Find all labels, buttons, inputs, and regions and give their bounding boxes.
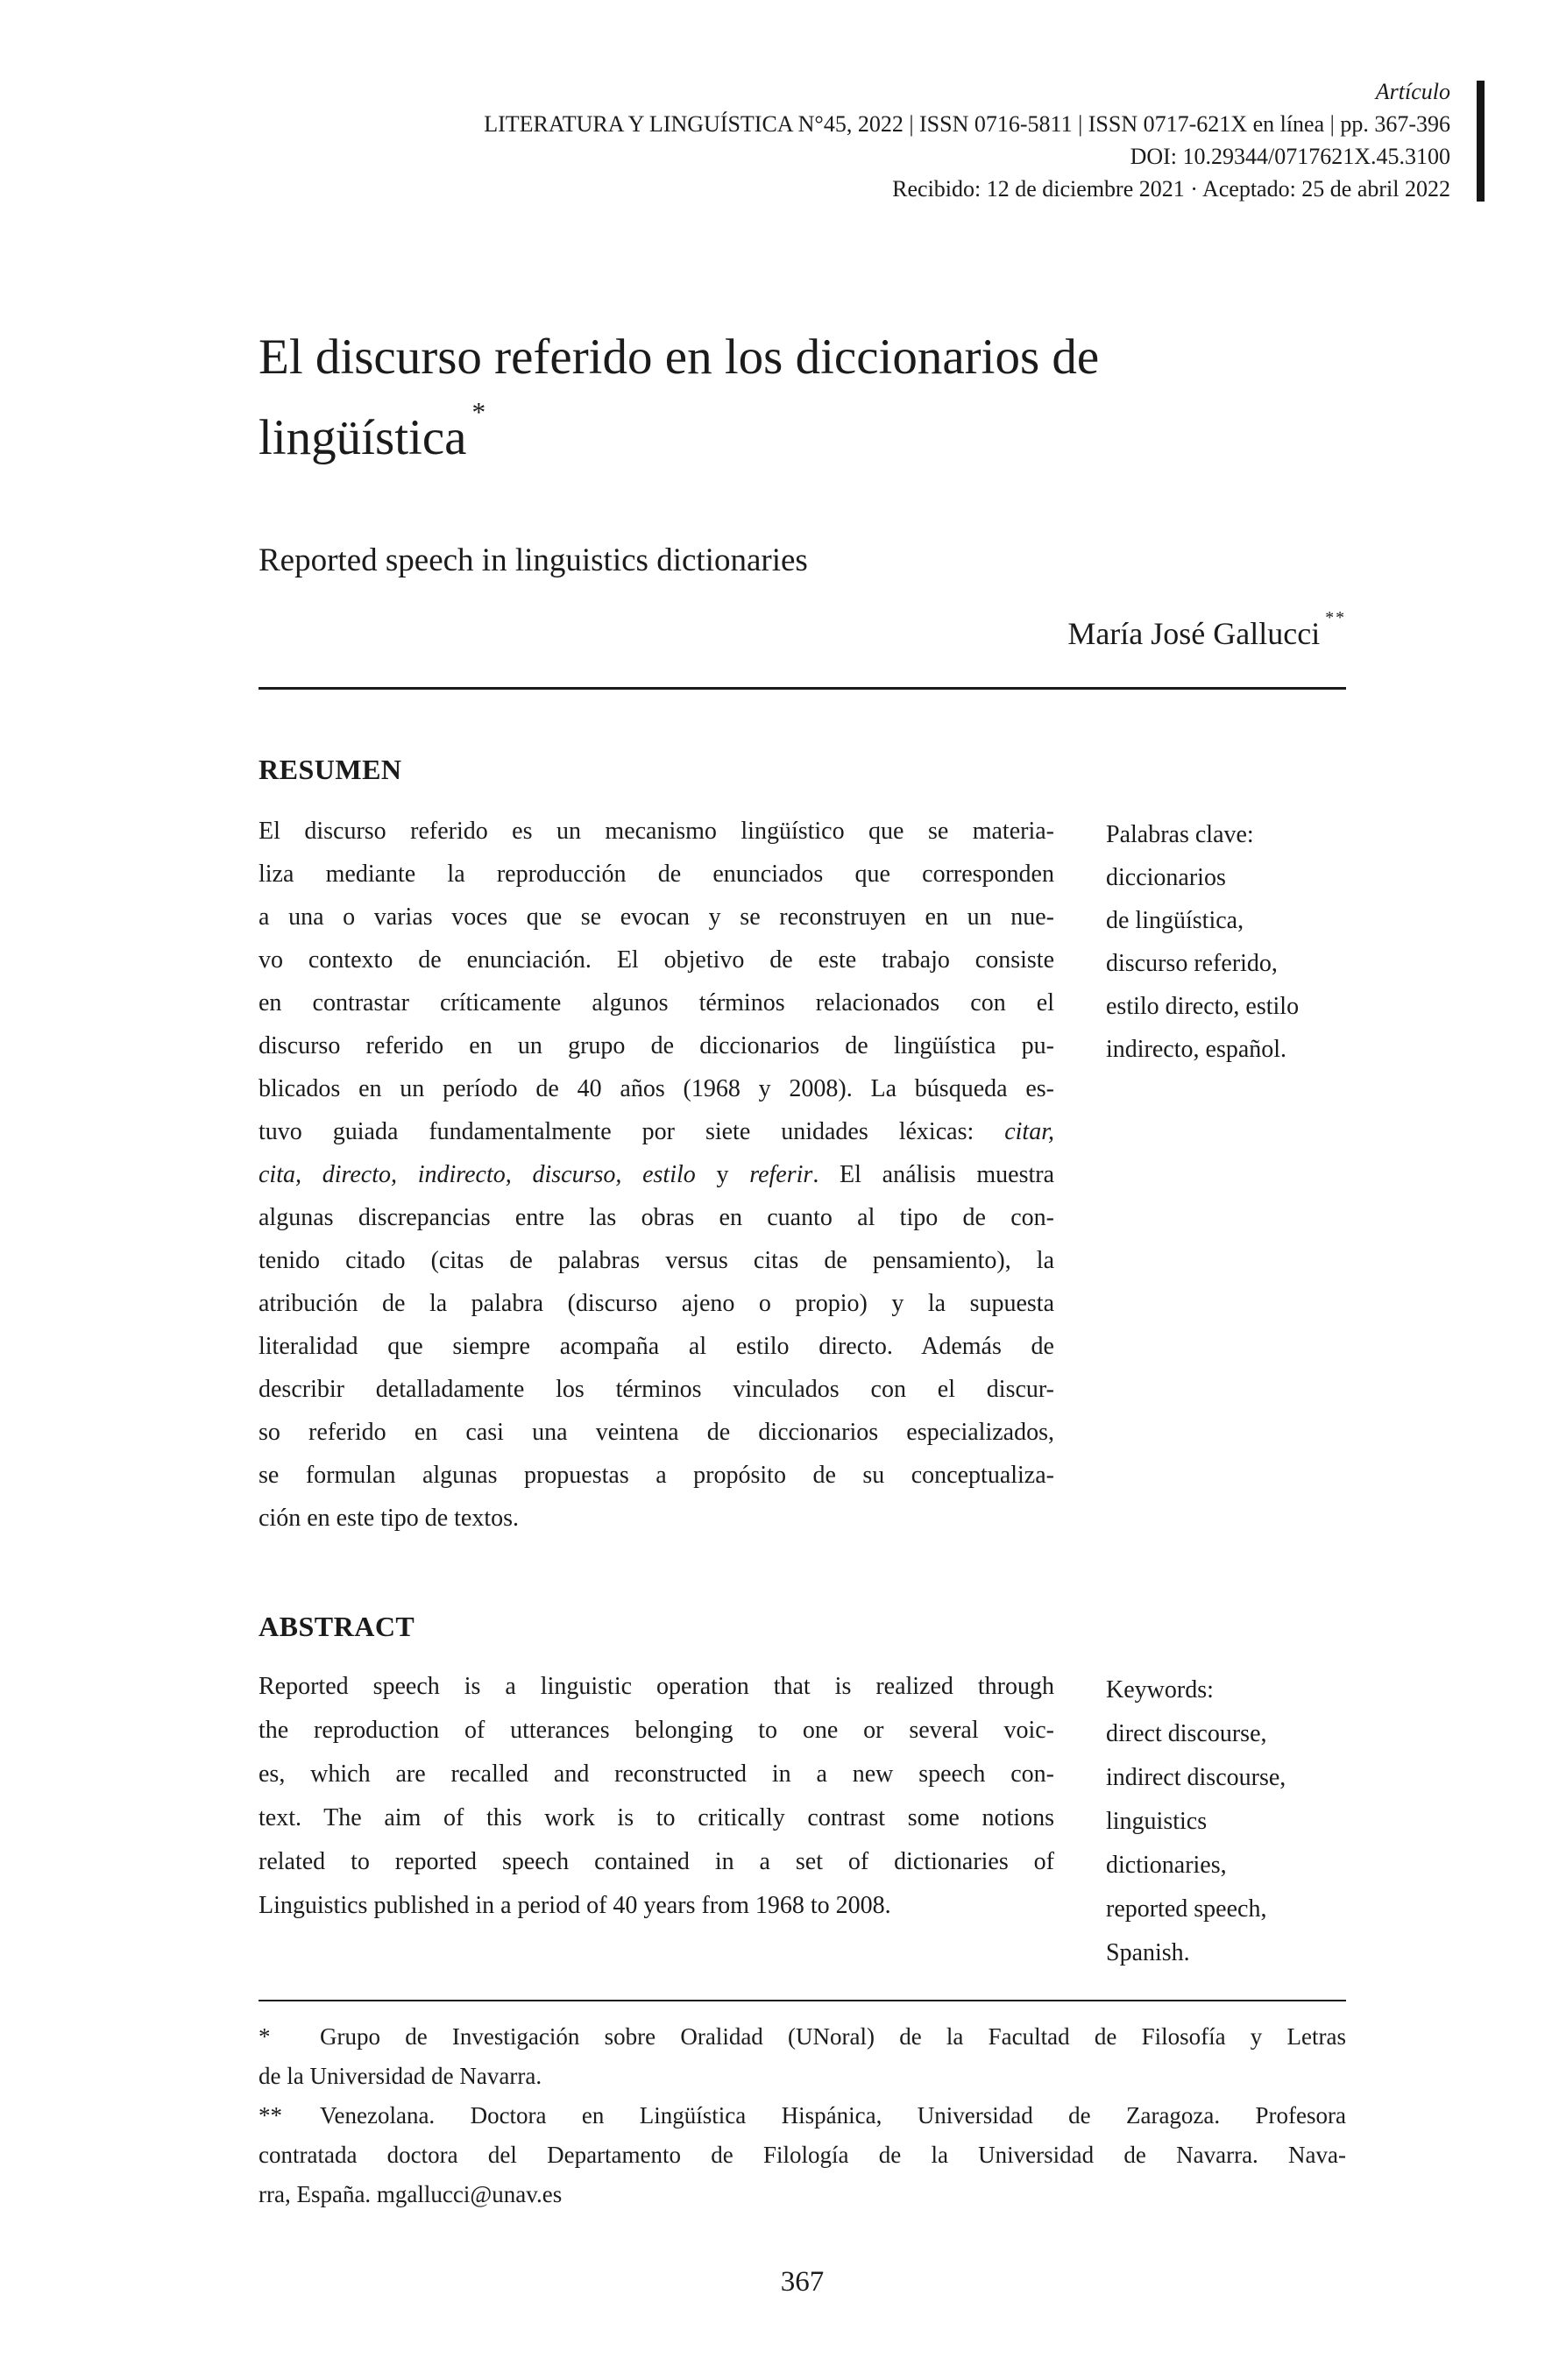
text-line	[1106, 1712, 1360, 1756]
text-segment: liza mediante la reproducción de enunciados que corresponden	[259, 861, 1054, 888]
text-segment: discurso referido,	[1106, 950, 1278, 977]
text-segment: tuvo guiada fundamentalmente por siete unidades léxicas:	[259, 1118, 1005, 1145]
text-line	[259, 896, 1054, 939]
text-segment: en contrastar críticamente algunos términos relacionados con el	[259, 989, 1054, 1016]
text-line	[1106, 1756, 1360, 1800]
text-segment: Grupo de Investigación sobre Oralidad (UNoral) de la Facultad de Filosofía y Letras	[320, 2023, 1346, 2050]
text-line	[259, 2096, 1346, 2136]
author-divider-rule	[259, 687, 1346, 690]
text-line	[259, 1753, 1054, 1796]
text-segment: contratada doctora del Departamento de Filología de la Universidad de Navarra. Nava-	[259, 2142, 1346, 2168]
text-segment: text. The aim of this work is to critically contrast some notions	[259, 1804, 1054, 1831]
text-segment: Reported speech is a linguistic operation that is realized through	[259, 1673, 1054, 1700]
text-line	[259, 1282, 1054, 1325]
text-line	[1106, 1888, 1360, 1931]
text-segment: diccionarios	[1106, 864, 1226, 891]
text-segment: indirect discourse,	[1106, 1764, 1286, 1791]
text-line	[259, 1709, 1054, 1753]
text-line	[1106, 813, 1360, 856]
text-line	[259, 810, 1054, 853]
author-footnote-marker: **	[1325, 608, 1346, 628]
footnote-item-1	[259, 2017, 1346, 2096]
text-line	[1106, 942, 1360, 985]
footnote-item-2	[259, 2096, 1346, 2214]
footnote-divider-rule	[259, 2000, 1346, 2001]
text-segment: tenido citado (citas de palabras versus citas de pensamiento), la	[259, 1247, 1054, 1274]
text-segment: Palabras clave:	[1106, 821, 1254, 848]
text-line	[259, 1840, 1054, 1884]
footnote-marker: *	[259, 2023, 271, 2050]
text-segment: reported speech,	[1106, 1895, 1267, 1923]
article-title-line1: El discurso referido en los diccionarios de	[259, 329, 1100, 385]
text-segment: the reproduction of utterances belonging to one or several voic-	[259, 1717, 1054, 1744]
text-segment: . El análisis muestra	[812, 1161, 1054, 1188]
text-line	[1106, 1668, 1360, 1712]
text-segment: citar,	[1004, 1118, 1054, 1145]
text-line	[259, 1067, 1054, 1110]
text-line	[1106, 899, 1360, 942]
text-segment: indirecto, español.	[1106, 1036, 1287, 1063]
text-segment: rra, España. mgallucci@unav.es	[259, 2181, 563, 2207]
text-line	[259, 1024, 1054, 1067]
text-segment: estilo directo, estilo	[1106, 993, 1300, 1020]
text-line	[1106, 1931, 1360, 1975]
article-subtitle: Reported speech in linguistics dictionaries	[259, 542, 808, 578]
text-segment: de la Universidad de Navarra.	[259, 2063, 542, 2089]
author-byline	[1067, 608, 1346, 652]
title-footnote-marker: *	[471, 396, 488, 428]
text-segment: discurso referido en un grupo de diccionarios de lingüística pu-	[259, 1032, 1054, 1059]
page-header	[484, 75, 1450, 205]
text-segment: Venezolana. Doctora en Lingüística Hispánica, Universidad de Zaragoza. Profesora	[320, 2102, 1346, 2129]
text-segment: literalidad que siempre acompaña al estilo directo. Además de	[259, 1333, 1054, 1360]
text-line	[1106, 1028, 1360, 1071]
abstract-heading: ABSTRACT	[259, 1611, 415, 1642]
footnotes-block	[259, 2017, 1346, 2214]
text-segment: se formulan algunas propuestas a propósito de su conceptualiza-	[259, 1462, 1054, 1489]
text-segment: so referido en casi una veintena de diccionarios especializados,	[259, 1419, 1054, 1446]
text-line	[259, 1411, 1054, 1454]
text-line	[259, 1884, 1054, 1928]
article-title-line2: lingüística	[259, 410, 467, 465]
text-segment: vo contexto de enunciación. El objetivo de este trabajo consiste	[259, 946, 1054, 974]
text-line	[259, 1368, 1054, 1411]
text-segment: algunas discrepancias entre las obras en cuanto al tipo de con-	[259, 1204, 1054, 1231]
journal-issue-line: LITERATURA Y LINGUÍSTICA N°45, 2022 | ISSN 0716-5811 | ISSN 0717-621X en línea | pp. 367-396	[484, 111, 1450, 137]
palabras-clave-block	[1106, 813, 1360, 1071]
text-segment: a una o varias voces que se evocan y se reconstruyen en un nue-	[259, 903, 1054, 931]
text-line	[1106, 1844, 1360, 1888]
text-segment: related to reported speech contained in a set of dictionaries of	[259, 1848, 1054, 1875]
text-segment: blicados en un período de 40 años (1968 y 2008). La búsqueda es-	[259, 1075, 1054, 1102]
text-segment: es, which are recalled and reconstructed in a new speech con-	[259, 1760, 1054, 1788]
text-segment: de lingüística,	[1106, 907, 1244, 934]
text-line	[259, 939, 1054, 981]
text-line	[259, 2057, 1346, 2096]
text-line	[259, 1325, 1054, 1368]
author-name: María José Gallucci	[1067, 616, 1321, 651]
text-line	[259, 1454, 1054, 1497]
page-number: 367	[780, 2266, 825, 2298]
text-segment: referir	[749, 1161, 813, 1188]
text-line	[259, 2136, 1346, 2175]
text-line	[259, 1239, 1054, 1282]
text-segment: Spanish.	[1106, 1939, 1190, 1966]
text-segment: cita, directo, indirecto, discurso, estilo	[259, 1161, 696, 1188]
text-line	[259, 1153, 1054, 1196]
text-line	[259, 853, 1054, 896]
text-segment: El discurso referido es un mecanismo lingüístico que se materia-	[259, 818, 1054, 845]
text-line	[259, 1497, 1054, 1540]
text-segment: linguistics	[1106, 1808, 1208, 1835]
resumen-heading: RESUMEN	[259, 754, 402, 785]
text-line	[259, 981, 1054, 1024]
text-line	[1106, 856, 1360, 899]
text-segment: Linguistics published in a period of 40 years from 1968 to 2008.	[259, 1892, 891, 1919]
text-segment: describir detalladamente los términos vinculados con el discur-	[259, 1376, 1054, 1403]
text-line	[259, 2175, 1346, 2214]
text-line	[259, 1796, 1054, 1840]
text-line	[259, 1110, 1054, 1153]
article-type-label: Artículo	[1375, 79, 1450, 104]
text-line	[259, 1665, 1054, 1709]
received-accepted-line: Recibido: 12 de diciembre 2021 · Aceptado: 25 de abril 2022	[892, 176, 1450, 202]
resumen-paragraph	[259, 810, 1054, 1540]
abstract-paragraph	[259, 1665, 1054, 1928]
text-line	[259, 2017, 1346, 2057]
text-line	[259, 1196, 1054, 1239]
text-segment: Keywords:	[1106, 1676, 1214, 1704]
text-segment: dictionaries,	[1106, 1852, 1227, 1879]
doi-line: DOI: 10.29344/0717621X.45.3100	[1130, 144, 1450, 169]
keywords-block	[1106, 1668, 1360, 1975]
article-title	[259, 322, 1371, 473]
text-line	[1106, 985, 1360, 1028]
text-line	[1106, 1800, 1360, 1844]
footnote-marker: **	[259, 2102, 282, 2129]
header-accent-bar	[1477, 81, 1485, 202]
text-segment: direct discourse,	[1106, 1720, 1267, 1747]
text-segment: atribución de la palabra (discurso ajeno o propio) y la supuesta	[259, 1290, 1054, 1317]
text-segment: ción en este tipo de textos.	[259, 1505, 520, 1532]
text-segment: y	[695, 1161, 750, 1188]
